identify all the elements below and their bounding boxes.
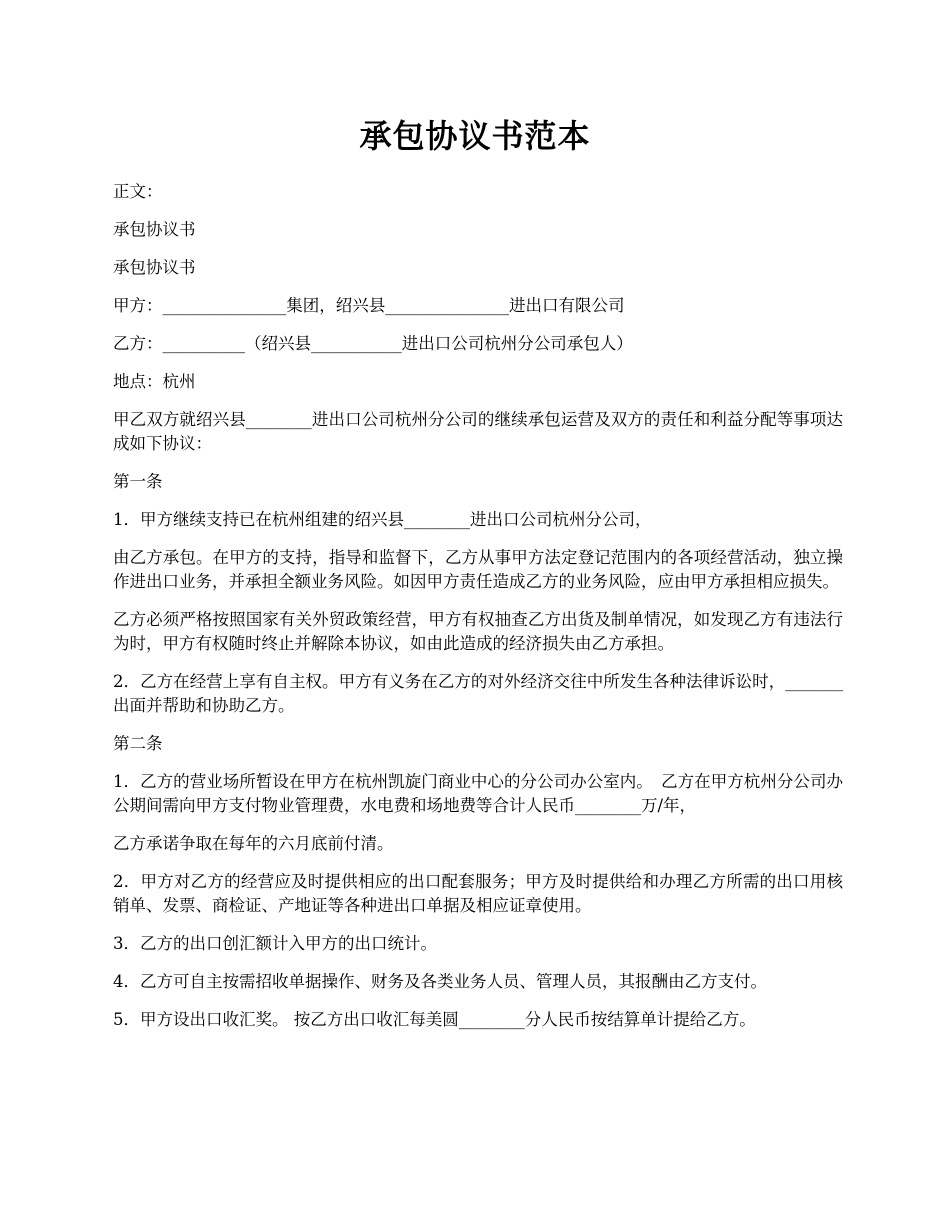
- paragraph-article-2-item-3: 3．乙方的出口创汇额计入甲方的出口统计。: [113, 934, 437, 953]
- paragraph-article-2-heading: 第二条: [113, 734, 163, 753]
- paragraph-article-1-item-2: 2．乙方在经营上享有自主权。甲方有义务在乙方的对外经济交往中所发生各种法律诉讼时，_______出面并帮助和协助乙方。: [113, 672, 843, 715]
- document-body: [113, 180, 843, 1046]
- paragraph-article-1-contracting: 由乙方承包。在甲方的支持，指导和监督下，乙方从事甲方法定登记范围内的各项经营活动，独立操作进出口业务，并承担全额业务风险。如因甲方责任造成乙方的业务风险，应由甲方承担相应损失。: [113, 548, 843, 591]
- paragraph-location: 地点：杭州: [113, 372, 196, 391]
- paragraph-article-2-item-2: 2．甲方对乙方的经营应及时提供相应的出口配套服务；甲方及时提供给和办理乙方所需的出口用核销单、发票、商检证、产地证等各种进出口单据及相应证章使用。: [113, 872, 843, 915]
- paragraph-article-2-payment: 乙方承诺争取在每年的六月底前付清。: [113, 834, 394, 853]
- paragraph-party-a: 甲方：_______________集团，绍兴县_______________进出口有限公司: [113, 296, 625, 315]
- paragraph-agreement-title-2: 承包协议书: [113, 258, 196, 277]
- paragraph-article-2-item-5: 5．甲方设出口收汇奖。 按乙方出口收汇每美圆________分人民币按结算单计提给乙方。: [113, 1010, 756, 1029]
- paragraph-preamble: 甲乙双方就绍兴县________进出口公司杭州分公司的继续承包运营及双方的责任和利益分配等事项达成如下协议：: [113, 410, 843, 453]
- paragraph-article-2-item-4: 4．乙方可自主按需招收单据操作、财务及各类业务人员、管理人员，其报酬由乙方支付。: [113, 972, 767, 991]
- paragraph-article-1-compliance: 乙方必须严格按照国家有关外贸政策经营，甲方有权抽查乙方出货及制单情况，如发现乙方有违法行为时，甲方有权随时终止并解除本协议，如由此造成的经济损失由乙方承担。: [113, 610, 843, 653]
- document-title: 承包协议书范本: [359, 117, 591, 155]
- paragraph-heading-zhengwen: 正文：: [113, 182, 163, 201]
- paragraph-agreement-title-1: 承包协议书: [113, 220, 196, 239]
- paragraph-article-1-item-1: 1．甲方继续支持已在杭州组建的绍兴县________进出口公司杭州分公司，: [113, 510, 652, 529]
- paragraph-article-1-heading: 第一条: [113, 472, 163, 491]
- paragraph-article-2-item-1: 1．乙方的营业场所暂设在甲方在杭州凯旋门商业中心的分公司办公室内。 乙方在甲方杭州分公司办公期间需向甲方支付物业管理费，水电费和场地费等合计人民币________万/年，: [113, 772, 843, 815]
- paragraph-party-b: 乙方：__________（绍兴县___________进出口公司杭州分公司承包人）: [113, 334, 633, 353]
